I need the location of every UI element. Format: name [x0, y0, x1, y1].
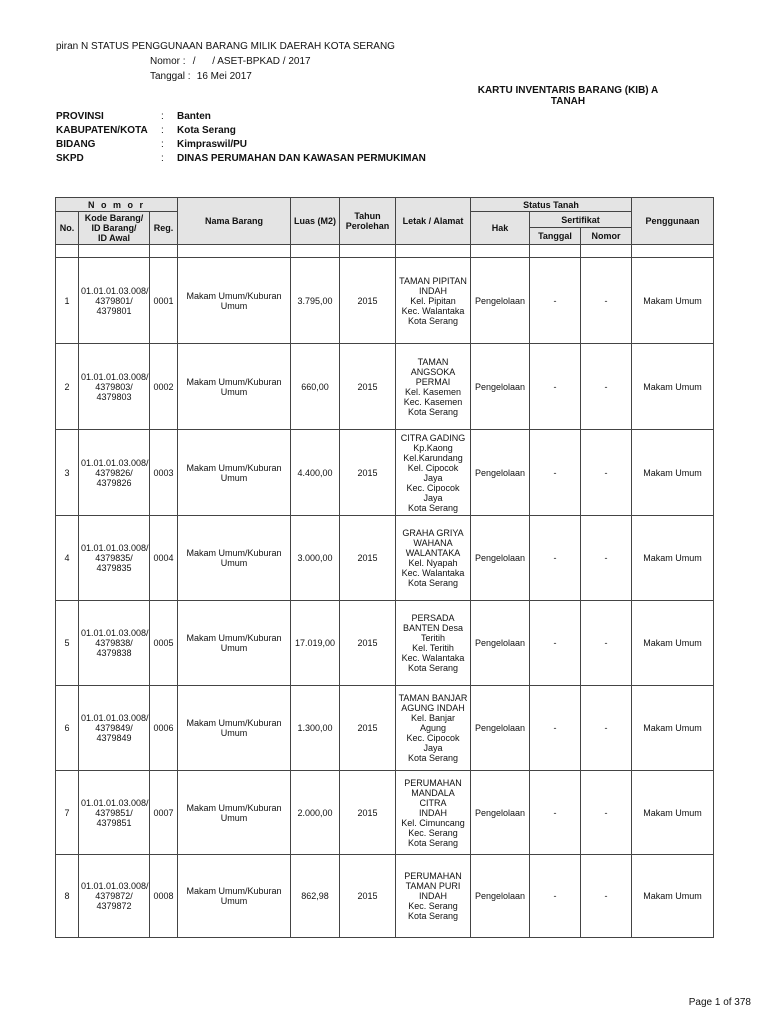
info-value: Kota Serang [177, 125, 236, 136]
cell-kode-barang: 01.01.01.03.008/ 4379872/ 4379872 [79, 855, 150, 938]
info-label: SKPD [56, 153, 84, 164]
header-letak: Letak / Alamat [396, 198, 471, 245]
cell-row-number: 4 [56, 516, 79, 601]
info-value: Kimpraswil/PU [177, 139, 248, 150]
cell-sertifikat-nomor: - [581, 430, 632, 516]
cell-reg-number: 0005 [150, 601, 178, 686]
cell-sertifikat-nomor: - [581, 855, 632, 938]
nomor-value: / / ASET-BPKAD / 2017 [192, 56, 311, 67]
cell-sertifikat-tanggal: - [530, 855, 581, 938]
cell-hak: Pengelolaan [471, 686, 530, 771]
cell-hak: Pengelolaan [471, 258, 530, 344]
tanggal-line [150, 71, 252, 82]
cell-reg-number: 0001 [150, 258, 178, 344]
table-row [56, 855, 714, 938]
cell-penggunaan: Makam Umum [632, 258, 714, 344]
cell-row-number: 8 [56, 855, 79, 938]
info-colon: : [161, 125, 164, 136]
cell-luas: 862,98 [291, 855, 340, 938]
cell-kode-barang: 01.01.01.03.008/ 4379835/ 4379835 [79, 516, 150, 601]
cell-letak-alamat: TAMAN BANJAR AGUNG INDAH Kel. Banjar Agung Kec. Cipocok Jaya Kota Serang [396, 686, 471, 771]
info-label: BIDANG [56, 139, 96, 150]
cell-nama-barang: Makam Umum/Kuburan Umum [178, 686, 291, 771]
table-row [56, 516, 714, 601]
cell-luas: 660,00 [291, 344, 340, 430]
cell-letak-alamat: TAMAN PIPITAN INDAH Kel. Pipitan Kec. Walantaka Kota Serang [396, 258, 471, 344]
cell-letak-alamat: PERSADA BANTEN Desa Teritih Kel. Teritih Kec. Walantaka Kota Serang [396, 601, 471, 686]
tanggal-label: Tanggal : [150, 71, 191, 82]
cell-penggunaan: Makam Umum [632, 344, 714, 430]
cell-hak: Pengelolaan [471, 601, 530, 686]
cell-row-number: 6 [56, 686, 79, 771]
cell-luas: 17.019,00 [291, 601, 340, 686]
cell-reg-number: 0004 [150, 516, 178, 601]
cell-tahun-perolehan: 2015 [340, 771, 396, 855]
cell-hak: Pengelolaan [471, 771, 530, 855]
cell-penggunaan: Makam Umum [632, 601, 714, 686]
cell-row-number: 1 [56, 258, 79, 344]
cell-tahun-perolehan: 2015 [340, 855, 396, 938]
info-row-provinsi [56, 110, 426, 124]
kib-subtitle: TANAH [550, 96, 586, 107]
header-no: No. [56, 212, 79, 245]
cell-hak: Pengelolaan [471, 855, 530, 938]
info-value: DINAS PERUMAHAN DAN KAWASAN PERMUKIMAN [177, 153, 426, 164]
table-row [56, 258, 714, 344]
cell-sertifikat-nomor: - [581, 258, 632, 344]
cell-row-number: 7 [56, 771, 79, 855]
cell-tahun-perolehan: 2015 [340, 344, 396, 430]
table-row [56, 430, 714, 516]
nomor-label: Nomor : [150, 56, 186, 67]
cell-reg-number: 0006 [150, 686, 178, 771]
cell-sertifikat-nomor: - [581, 601, 632, 686]
cell-sertifikat-nomor: - [581, 344, 632, 430]
header-luas: Luas (M2) [291, 198, 340, 245]
cell-luas: 1.300,00 [291, 686, 340, 771]
cell-sertifikat-nomor: - [581, 771, 632, 855]
header-tahun: Tahun Perolehan [340, 198, 396, 245]
cell-tahun-perolehan: 2015 [340, 258, 396, 344]
cell-sertifikat-tanggal: - [530, 430, 581, 516]
header-nomor-sertifikat: Nomor [581, 228, 632, 245]
header-kode-barang: Kode Barang/ ID Barang/ ID Awal [79, 212, 150, 245]
cell-nama-barang: Makam Umum/Kuburan Umum [178, 430, 291, 516]
info-row-kabupaten [56, 124, 426, 138]
cell-nama-barang: Makam Umum/Kuburan Umum [178, 855, 291, 938]
cell-reg-number: 0003 [150, 430, 178, 516]
header-penggunaan: Penggunaan [632, 198, 714, 245]
cell-kode-barang: 01.01.01.03.008/ 4379826/ 4379826 [79, 430, 150, 516]
table-row [56, 686, 714, 771]
cell-sertifikat-tanggal: - [530, 258, 581, 344]
info-row-skpd [56, 152, 426, 166]
info-colon: : [161, 111, 164, 122]
kib-heading [448, 85, 688, 107]
cell-tahun-perolehan: 2015 [340, 516, 396, 601]
cell-reg-number: 0007 [150, 771, 178, 855]
cell-luas: 3.000,00 [291, 516, 340, 601]
header-sertifikat: Sertifikat [530, 212, 632, 228]
spacer-row [56, 245, 714, 258]
cell-penggunaan: Makam Umum [632, 686, 714, 771]
info-label: KABUPATEN/KOTA [56, 125, 148, 136]
cell-reg-number: 0008 [150, 855, 178, 938]
header-status-tanah: Status Tanah [471, 198, 632, 212]
cell-letak-alamat: PERUMAHAN MANDALA CITRA INDAH Kel. Cimuncang Kec. Serang Kota Serang [396, 771, 471, 855]
cell-sertifikat-nomor: - [581, 686, 632, 771]
info-colon: : [161, 153, 164, 164]
cell-hak: Pengelolaan [471, 430, 530, 516]
cell-sertifikat-tanggal: - [530, 516, 581, 601]
cell-sertifikat-tanggal: - [530, 686, 581, 771]
cell-tahun-perolehan: 2015 [340, 430, 396, 516]
document-title: piran N STATUS PENGGUNAAN BARANG MILIK DAERAH KOTA SERANG [56, 41, 395, 52]
cell-kode-barang: 01.01.01.03.008/ 4379849/ 4379849 [79, 686, 150, 771]
cell-tahun-perolehan: 2015 [340, 601, 396, 686]
table-row [56, 771, 714, 855]
cell-nama-barang: Makam Umum/Kuburan Umum [178, 601, 291, 686]
cell-penggunaan: Makam Umum [632, 855, 714, 938]
cell-kode-barang: 01.01.01.03.008/ 4379803/ 4379803 [79, 344, 150, 430]
cell-luas: 3.795,00 [291, 258, 340, 344]
table-row [56, 344, 714, 430]
page-number: Page 1 of 378 [688, 997, 751, 1008]
cell-sertifikat-tanggal: - [530, 771, 581, 855]
info-block [56, 110, 426, 166]
header-hak: Hak [471, 212, 530, 245]
cell-penggunaan: Makam Umum [632, 430, 714, 516]
nomor-line [150, 56, 311, 67]
cell-kode-barang: 01.01.01.03.008/ 4379801/ 4379801 [79, 258, 150, 344]
cell-nama-barang: Makam Umum/Kuburan Umum [178, 516, 291, 601]
cell-penggunaan: Makam Umum [632, 516, 714, 601]
cell-hak: Pengelolaan [471, 344, 530, 430]
cell-letak-alamat: TAMAN ANGSOKA PERMAI Kel. Kasemen Kec. Kasemen Kota Serang [396, 344, 471, 430]
cell-nama-barang: Makam Umum/Kuburan Umum [178, 344, 291, 430]
cell-row-number: 2 [56, 344, 79, 430]
cell-sertifikat-tanggal: - [530, 601, 581, 686]
cell-letak-alamat: GRAHA GRIYA WAHANA WALANTAKA Kel. Nyapah Kec. Walantaka Kota Serang [396, 516, 471, 601]
header-tanggal: Tanggal [530, 228, 581, 245]
info-row-bidang [56, 138, 426, 152]
header-nama-barang: Nama Barang [178, 198, 291, 245]
kib-title: KARTU INVENTARIS BARANG (KIB) A [477, 85, 659, 96]
cell-nama-barang: Makam Umum/Kuburan Umum [178, 258, 291, 344]
table-row [56, 601, 714, 686]
cell-penggunaan: Makam Umum [632, 771, 714, 855]
cell-hak: Pengelolaan [471, 516, 530, 601]
cell-nama-barang: Makam Umum/Kuburan Umum [178, 771, 291, 855]
header-reg: Reg. [150, 212, 178, 245]
cell-row-number: 3 [56, 430, 79, 516]
header-nomor: N o m o r [56, 198, 178, 212]
cell-letak-alamat: CITRA GADING Kp.Kaong Kel.Karundang Kel. Cipocok Jaya Kec. Cipocok Jaya Kota Serang [396, 430, 471, 516]
info-colon: : [161, 139, 164, 150]
inventory-table [55, 197, 714, 938]
info-label: PROVINSI [56, 111, 104, 122]
cell-reg-number: 0002 [150, 344, 178, 430]
cell-sertifikat-nomor: - [581, 516, 632, 601]
cell-letak-alamat: PERUMAHAN TAMAN PURI INDAH Kec. Serang Kota Serang [396, 855, 471, 938]
cell-row-number: 5 [56, 601, 79, 686]
cell-sertifikat-tanggal: - [530, 344, 581, 430]
info-value: Banten [177, 111, 211, 122]
cell-tahun-perolehan: 2015 [340, 686, 396, 771]
cell-kode-barang: 01.01.01.03.008/ 4379838/ 4379838 [79, 601, 150, 686]
cell-kode-barang: 01.01.01.03.008/ 4379851/ 4379851 [79, 771, 150, 855]
cell-luas: 2.000,00 [291, 771, 340, 855]
tanggal-value: 16 Mei 2017 [196, 71, 252, 82]
cell-luas: 4.400,00 [291, 430, 340, 516]
